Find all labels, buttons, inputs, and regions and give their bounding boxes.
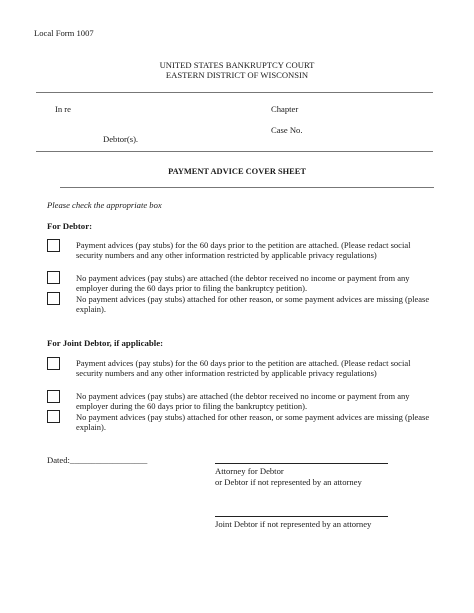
- divider-title: [60, 187, 434, 188]
- divider-caption: [36, 151, 433, 152]
- debtor-heading: For Debtor:: [47, 221, 93, 231]
- debtor-label: Debtor(s).: [103, 134, 139, 144]
- attorney-label: Attorney for Debtor: [215, 466, 284, 476]
- joint-option-1-checkbox[interactable]: [47, 357, 60, 370]
- debtor-option-3-checkbox[interactable]: [47, 292, 60, 305]
- joint-option-1-label: Payment advices (pay stubs) for the 60 days prior to the petition are attached. (Please redact social security numbers and any other information restricted by applicable privacy regulations): [76, 358, 411, 379]
- joint-signature-line[interactable]: [215, 516, 388, 517]
- chapter-label: Chapter: [271, 104, 299, 114]
- joint-option-3-checkbox[interactable]: [47, 410, 60, 423]
- debtor-option-2-checkbox[interactable]: [47, 271, 60, 284]
- court-name: UNITED STATES BANKRUPTCY COURT: [159, 60, 315, 70]
- debtor-option-2-label: No payment advices (pay stubs) are attached (the debtor received no income or payment from any employer during the 60 days prior to filing the bankruptcy petition).: [76, 273, 410, 294]
- instruction-text: Please check the appropriate box: [47, 200, 162, 210]
- debtor-option-1-checkbox[interactable]: [47, 239, 60, 252]
- in-re-label: In re: [55, 104, 71, 114]
- case-no-label: Case No.: [271, 125, 303, 135]
- form-id: Local Form 1007: [34, 28, 94, 38]
- dated-field[interactable]: Dated:__________________: [47, 455, 148, 465]
- page-title: PAYMENT ADVICE COVER SHEET: [168, 167, 306, 176]
- joint-option-2-checkbox[interactable]: [47, 390, 60, 403]
- court-district: EASTERN DISTRICT OF WISCONSIN: [165, 70, 309, 80]
- joint-option-2-label: No payment advices (pay stubs) are attached (the debtor received no income or payment from any employer during the 60 days prior to filing the bankruptcy petition).: [76, 391, 410, 412]
- divider-top: [36, 92, 433, 93]
- attorney-signature-line[interactable]: [215, 463, 388, 464]
- joint-signature-label: Joint Debtor if not represented by an attorney: [215, 519, 372, 529]
- attorney-sublabel: or Debtor if not represented by an attorney: [215, 477, 362, 487]
- joint-option-3-label: No payment advices (pay stubs) attached for other reason, or some payment advices are missing (please explain).: [76, 412, 430, 433]
- debtor-option-1-label: Payment advices (pay stubs) for the 60 days prior to the petition are attached. (Please redact social security numbers and any other information restricted by applicable privacy regulations): [76, 240, 411, 261]
- debtor-option-3-label: No payment advices (pay stubs) attached for other reason, or some payment advices are missing (please explain).: [76, 294, 430, 315]
- joint-debtor-heading: For Joint Debtor, if applicable:: [47, 338, 164, 348]
